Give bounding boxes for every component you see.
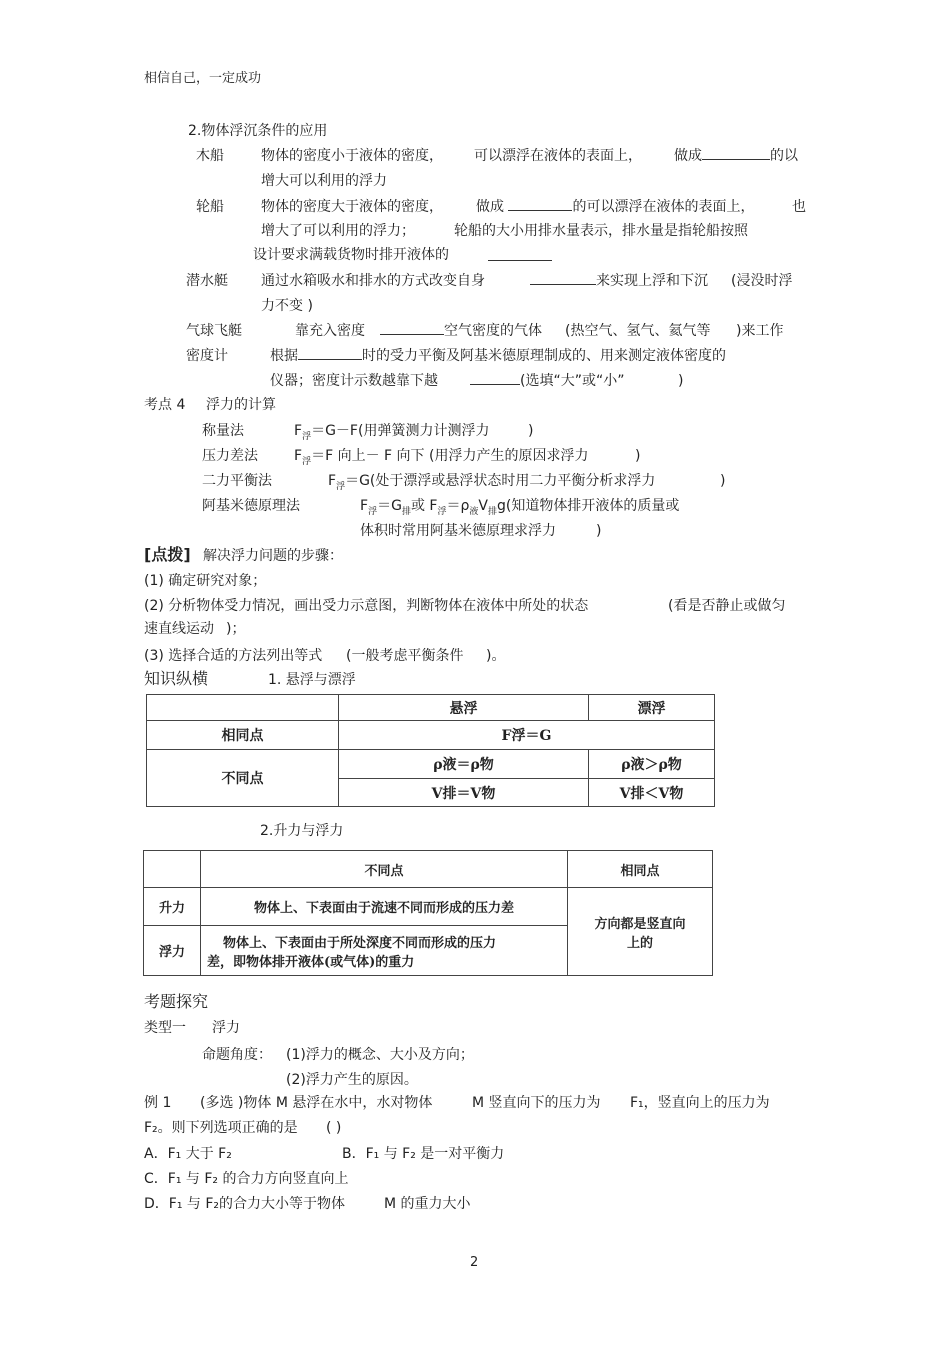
text: 设计要求满载货物时排开液体的 bbox=[253, 247, 449, 263]
table-cell: ρ液＝ρ物 bbox=[339, 750, 589, 779]
fill-blank bbox=[530, 272, 596, 285]
subtitle-2: 2.升力与浮力 bbox=[260, 823, 344, 839]
table-cell bbox=[147, 695, 339, 721]
zhishi-title: 知识纵横 bbox=[144, 669, 209, 688]
text: 通过水箱吸水和排水的方式改变自身 bbox=[261, 273, 485, 289]
fill-blank bbox=[702, 147, 770, 160]
step-3: (3) 选择合适的方法列出等式 bbox=[144, 648, 323, 664]
text: 力不变 ) bbox=[261, 298, 313, 314]
text: (多选 )物体 M 悬浮在水中，水对物体 bbox=[200, 1095, 433, 1111]
kaodian-title: 浮力的计算 bbox=[206, 397, 276, 413]
text: 速直线运动 bbox=[144, 621, 214, 637]
text: ) bbox=[678, 373, 684, 389]
fill-blank bbox=[380, 322, 444, 335]
option-b: B．F₁ 与 F₂ 是一对平衡力 bbox=[342, 1146, 505, 1162]
table-header: 悬浮 bbox=[339, 695, 589, 721]
text: ) bbox=[528, 423, 534, 439]
text: 增大了可以利用的浮力； bbox=[261, 223, 415, 239]
method-name: 压力差法 bbox=[202, 448, 258, 464]
term-lun-chuan: 轮船 bbox=[196, 199, 224, 215]
text: 物体的密度小于液体的密度， bbox=[261, 148, 443, 164]
text: 可以漂浮在液体的表面上， bbox=[474, 148, 642, 164]
table-cell: 物体上、下表面由于所处深度不同而形成的压力 差，即物体排开液体(或气体)的重力 bbox=[201, 926, 568, 976]
fill-blank bbox=[470, 372, 520, 385]
page-number: 2 bbox=[470, 1255, 479, 1270]
fill-blank bbox=[488, 248, 552, 261]
text: )。 bbox=[486, 648, 506, 664]
table-cell: F浮＝G bbox=[339, 721, 715, 750]
text: 靠充入密度 bbox=[295, 323, 365, 339]
section-title: 2.物体浮沉条件的应用 bbox=[188, 123, 328, 139]
method-name: 阿基米德原理法 bbox=[202, 498, 300, 514]
angle-1: (1)浮力的概念、大小及方向； bbox=[286, 1047, 474, 1063]
step-1: (1) 确定研究对象； bbox=[144, 573, 267, 589]
method-name: 称量法 bbox=[202, 423, 244, 439]
text: ) bbox=[596, 523, 602, 539]
text: M 竖直向下的压力为 bbox=[472, 1095, 601, 1111]
table-cell: V排＜V物 bbox=[589, 779, 715, 807]
angle-label: 命题角度： bbox=[202, 1047, 272, 1063]
text: (一般考虑平衡条件 bbox=[346, 648, 464, 664]
text: 轮船的大小用排水量表示，排水量是指轮船按照 bbox=[454, 223, 748, 239]
text: (浸没时浮 bbox=[731, 273, 793, 289]
text: )来工作 bbox=[736, 323, 784, 339]
text: ) bbox=[720, 473, 726, 489]
type-label: 类型一 bbox=[144, 1020, 186, 1036]
dianbo-label: [点拨] bbox=[144, 545, 191, 564]
page-header: 相信自己，一定成功 bbox=[144, 71, 262, 86]
term-mu-chuan: 木船 bbox=[196, 148, 224, 164]
text: (热空气、氢气、氦气等 bbox=[565, 323, 711, 339]
table-cell: 物体上、下表面由于流速不同而形成的压力差 bbox=[201, 888, 568, 926]
table-row-label: 浮力 bbox=[144, 926, 201, 976]
text: 也 bbox=[792, 199, 806, 215]
text: )； bbox=[226, 621, 246, 637]
option-d: D．F₁ 与 F₂的合力大小等于物体 bbox=[144, 1196, 346, 1212]
term-qiu-ting: 气球飞艇 bbox=[186, 323, 242, 339]
fill-blank bbox=[298, 347, 362, 360]
fill-blank bbox=[508, 198, 572, 211]
text: 根据 时的受力平衡及阿基米德原理制成的、用来测定液体密度的 bbox=[270, 348, 726, 364]
method-name: 二力平衡法 bbox=[202, 473, 272, 489]
type-title: 浮力 bbox=[212, 1020, 240, 1036]
table-header: 漂浮 bbox=[589, 695, 715, 721]
text: 做成 的可以漂浮在液体的表面上， bbox=[476, 199, 755, 215]
option-a: A．F₁ 大于 F₂ bbox=[144, 1146, 232, 1162]
table-suspend-float bbox=[146, 694, 715, 807]
table-lift-buoyancy bbox=[143, 850, 713, 976]
kaodian-label: 考点 4 bbox=[144, 397, 186, 413]
method-formula: $F_浮=G-F$(用弹簧测力计测浮力 bbox=[294, 423, 490, 442]
text: 增大可以利用的浮力 bbox=[261, 173, 387, 189]
example-label: 例 1 bbox=[144, 1095, 172, 1111]
text: M 的重力大小 bbox=[384, 1196, 471, 1212]
table-cell bbox=[144, 851, 201, 888]
text: 做成 的以 bbox=[674, 148, 798, 164]
table-header: 相同点 bbox=[568, 851, 713, 888]
text: F₁，竖直向上的压力为 bbox=[630, 1095, 770, 1111]
text: F₂。则下列选项正确的是 bbox=[144, 1120, 298, 1136]
step-2: (2) 分析物体受力情况，画出受力示意图，判断物体在液体中所处的状态 bbox=[144, 598, 589, 614]
table-cell: 方向都是竖直向 上的 bbox=[568, 888, 713, 976]
text: 体积时常用阿基米德原理求浮力 bbox=[360, 523, 556, 539]
text: 空气密度的气体 bbox=[380, 322, 542, 340]
option-c: C．F₁ 与 F₂ 的合力方向竖直向上 bbox=[144, 1171, 349, 1187]
subtitle-1: 1. 悬浮与漂浮 bbox=[268, 672, 356, 688]
term-qian-ting: 潜水艇 bbox=[186, 273, 228, 289]
dianbo-title: 解决浮力问题的步骤： bbox=[203, 548, 343, 564]
table-header: 不同点 bbox=[201, 851, 568, 888]
text: (看是否静止或做匀 bbox=[668, 598, 786, 614]
text: ) bbox=[635, 448, 641, 464]
angle-2: (2)浮力产生的原因。 bbox=[286, 1072, 418, 1088]
text: 来实现上浮和下沉 bbox=[530, 272, 708, 290]
table-row-label: 相同点 bbox=[147, 721, 339, 750]
text: 物体的密度大于液体的密度， bbox=[261, 199, 443, 215]
answer-bracket: ( ) bbox=[326, 1120, 342, 1136]
table-cell: V排＝V物 bbox=[339, 779, 589, 807]
term-mi-du-ji: 密度计 bbox=[186, 348, 228, 364]
method-formula: $F_浮=G$(处于漂浮或悬浮状态时用二力平衡分析求浮力 bbox=[328, 473, 656, 492]
table-cell: ρ液＞ρ物 bbox=[589, 750, 715, 779]
text: (选填“大”或“小” bbox=[470, 372, 624, 390]
table-row-label: 不同点 bbox=[147, 750, 339, 807]
method-formula: $F_浮=G_排$或 $F_浮=\rho_液V_排g$(知道物体排开液体的质量或 bbox=[360, 498, 680, 517]
kaoti-title: 考题探究 bbox=[144, 992, 209, 1011]
text: 仪器；密度计示数越靠下越 bbox=[270, 373, 438, 389]
method-formula: $F_浮=F$ 向上－ F 向下 (用浮力产生的原因求浮力 bbox=[294, 448, 589, 467]
table-row-label: 升力 bbox=[144, 888, 201, 926]
